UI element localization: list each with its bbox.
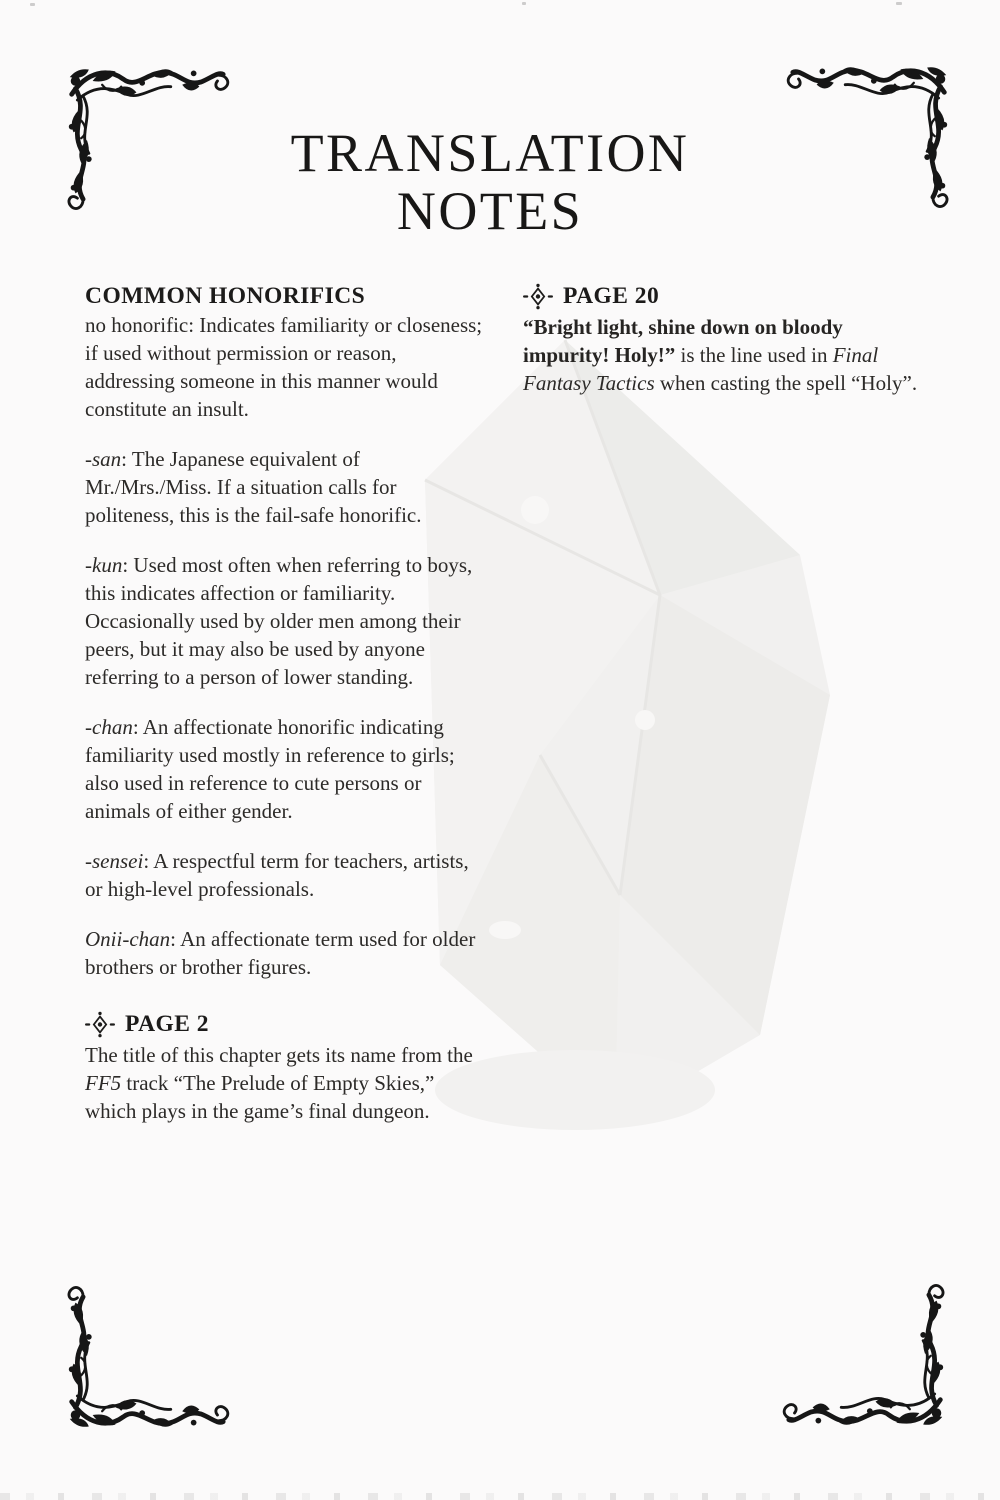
note-section-body: [523, 313, 919, 397]
scan-noise-strip: [0, 1493, 1000, 1500]
honorific-text: : The Japanese equivalent of Mr./Mrs./Miss. If a situation calls for politeness, this is the fail-safe honorific.: [85, 447, 422, 527]
note-text: when casting the spell “Holy”.: [654, 371, 918, 395]
right-column: [523, 281, 919, 397]
honorific-term: -sensei: [85, 849, 144, 873]
note-text: track “The Prelude of Empty Skies,” which plays in the game’s final dungeon.: [85, 1071, 435, 1123]
note-section-title: PAGE 2: [125, 1011, 209, 1037]
honorific-text: : A respectful term for teachers, artists, or high-level professionals.: [85, 849, 469, 901]
quote-text: “Bright light, shine down on bloody impurity! Holy!”: [523, 315, 843, 367]
honorific-term: -chan: [85, 715, 133, 739]
scan-speck: [30, 3, 35, 6]
note-section-title: PAGE 20: [563, 283, 660, 309]
note-section-header: [523, 281, 919, 311]
note-section-page-20: [523, 281, 919, 397]
honorific-entry-onii-chan: [85, 925, 487, 981]
section-marker-icon: [85, 1011, 115, 1038]
page-title: [0, 124, 980, 241]
corner-flourish-bottom-right-icon: [780, 1272, 952, 1434]
left-column: [85, 281, 487, 1125]
corner-flourish-bottom-left-icon: [60, 1274, 232, 1436]
note-text: is the line used in: [675, 343, 833, 367]
scan-speck: [522, 2, 526, 5]
honorific-term: -kun: [85, 553, 123, 577]
section-marker-icon: [523, 283, 553, 310]
honorific-term: Onii-chan: [85, 927, 171, 951]
honorific-entry-chan: [85, 713, 487, 825]
note-section-body: [85, 1041, 487, 1125]
game-title-abbrev: FF5: [85, 1071, 122, 1095]
honorific-text: : An affectionate term used for older brothers or brother figures.: [85, 927, 476, 979]
game-title: Final Fantasy Tactics: [523, 343, 879, 395]
honorifics-intro: no honorific: Indicates familiarity or closeness; if used without permission or reason, addressing someone in this manner would constitute an insult.: [85, 313, 483, 421]
honorific-term: -san: [85, 447, 122, 471]
honorific-entry-san: [85, 445, 487, 529]
page-title-line2: NOTES: [396, 181, 584, 242]
honorific-entry-kun: [85, 551, 487, 691]
honorific-entry-sensei: [85, 847, 487, 903]
scan-speck: [896, 2, 902, 5]
note-section-header: [85, 1009, 487, 1039]
page-title-line1: TRANSLATION: [290, 123, 690, 184]
honorific-text: : An affectionate honorific indicating familiarity used mostly in reference to girls; also used in reference to cute persons or animals of either gender.: [85, 715, 455, 823]
honorific-text: : Used most often when referring to boys, this indicates affection or familiarity. Occasionally used by older men among their peers, but it may also be used by anyone referring to a person of lower standing.: [85, 553, 473, 689]
note-text: The title of this chapter gets its name from the: [85, 1043, 473, 1067]
honorifics-heading: COMMON HONORIFICS: [85, 283, 366, 309]
note-section-page-2: [85, 1009, 487, 1125]
